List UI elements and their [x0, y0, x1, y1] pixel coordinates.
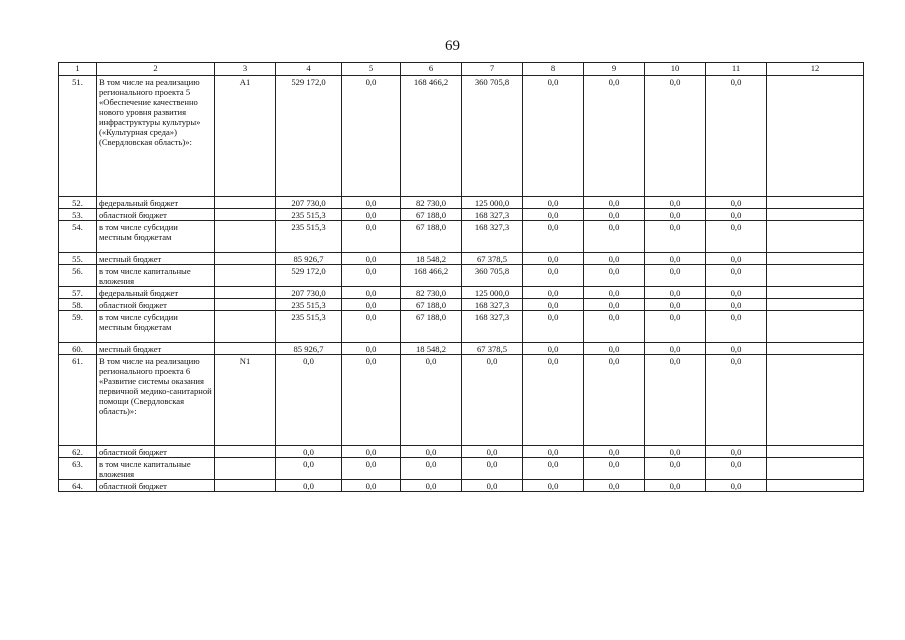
col8-value: 0,0: [523, 197, 584, 209]
col12-value: [767, 265, 864, 287]
col4-value: 0,0: [276, 458, 342, 480]
col11-value: 0,0: [706, 209, 767, 221]
col7-value: 0,0: [462, 480, 523, 492]
row-number: 54.: [59, 221, 97, 253]
col5-value: 0,0: [342, 355, 401, 446]
col4-value: 235 515,3: [276, 221, 342, 253]
col5-value: 0,0: [342, 197, 401, 209]
col8-value: 0,0: [523, 343, 584, 355]
col11-value: 0,0: [706, 221, 767, 253]
row-number: 57.: [59, 287, 97, 299]
col12-value: [767, 197, 864, 209]
column-header: 10: [645, 63, 706, 76]
table-row: [59, 287, 864, 299]
col10-value: 0,0: [645, 253, 706, 265]
col6-value: 67 188,0: [401, 299, 462, 311]
row-number: 58.: [59, 299, 97, 311]
row-number: 51.: [59, 76, 97, 197]
col6-value: 67 188,0: [401, 221, 462, 253]
column-header: 12: [767, 63, 864, 76]
col7-value: 360 705,8: [462, 265, 523, 287]
col9-value: 0,0: [584, 311, 645, 343]
row-description: областной бюджет: [97, 446, 215, 458]
col7-value: 168 327,3: [462, 221, 523, 253]
col10-value: 0,0: [645, 446, 706, 458]
col11-value: 0,0: [706, 311, 767, 343]
table-row: [59, 446, 864, 458]
row-number: 63.: [59, 458, 97, 480]
col8-value: 0,0: [523, 209, 584, 221]
col6-value: 82 730,0: [401, 197, 462, 209]
table-row: [59, 299, 864, 311]
col9-value: 0,0: [584, 287, 645, 299]
col5-value: 0,0: [342, 446, 401, 458]
col10-value: 0,0: [645, 311, 706, 343]
col8-value: 0,0: [523, 253, 584, 265]
row-code: [215, 287, 276, 299]
col9-value: 0,0: [584, 480, 645, 492]
column-header: 8: [523, 63, 584, 76]
col8-value: 0,0: [523, 446, 584, 458]
col10-value: 0,0: [645, 265, 706, 287]
col12-value: [767, 355, 864, 446]
col8-value: 0,0: [523, 311, 584, 343]
col7-value: 168 327,3: [462, 209, 523, 221]
col8-value: 0,0: [523, 299, 584, 311]
table-row: [59, 480, 864, 492]
col4-value: 85 926,7: [276, 343, 342, 355]
column-header: 2: [97, 63, 215, 76]
col4-value: 235 515,3: [276, 311, 342, 343]
col11-value: 0,0: [706, 458, 767, 480]
table-row: [59, 355, 864, 446]
table-row: [59, 311, 864, 343]
col4-value: 235 515,3: [276, 209, 342, 221]
col11-value: 0,0: [706, 355, 767, 446]
col11-value: 0,0: [706, 197, 767, 209]
column-header: 11: [706, 63, 767, 76]
col6-value: 67 188,0: [401, 311, 462, 343]
table-body: [59, 76, 864, 492]
row-code: [215, 221, 276, 253]
column-header: 3: [215, 63, 276, 76]
row-description: в том числе субсидии местным бюджетам: [97, 221, 215, 253]
col12-value: [767, 343, 864, 355]
col5-value: 0,0: [342, 253, 401, 265]
col5-value: 0,0: [342, 287, 401, 299]
row-description: В том числе на реализацию регионального проекта 5 «Обеспечение качественно нового уровня развития инфраструктуры культуры» («Культурная среда») (Свердловская область)»:: [97, 76, 215, 197]
table-row: [59, 197, 864, 209]
col6-value: 0,0: [401, 355, 462, 446]
col12-value: [767, 480, 864, 492]
col8-value: 0,0: [523, 287, 584, 299]
col6-value: 168 466,2: [401, 76, 462, 197]
row-description: в том числе капитальные вложения: [97, 458, 215, 480]
row-number: 53.: [59, 209, 97, 221]
row-number: 52.: [59, 197, 97, 209]
col6-value: 18 548,2: [401, 253, 462, 265]
col10-value: 0,0: [645, 76, 706, 197]
table-row: [59, 253, 864, 265]
col12-value: [767, 299, 864, 311]
col10-value: 0,0: [645, 221, 706, 253]
col8-value: 0,0: [523, 265, 584, 287]
col9-value: 0,0: [584, 221, 645, 253]
col11-value: 0,0: [706, 299, 767, 311]
table-row: [59, 458, 864, 480]
col4-value: 0,0: [276, 355, 342, 446]
col10-value: 0,0: [645, 299, 706, 311]
table-row: [59, 209, 864, 221]
col11-value: 0,0: [706, 446, 767, 458]
col4-value: 0,0: [276, 446, 342, 458]
col7-value: 125 000,0: [462, 287, 523, 299]
row-code: [215, 253, 276, 265]
row-number: 64.: [59, 480, 97, 492]
row-description: местный бюджет: [97, 253, 215, 265]
col11-value: 0,0: [706, 76, 767, 197]
row-code: [215, 343, 276, 355]
row-number: 59.: [59, 311, 97, 343]
col6-value: 0,0: [401, 480, 462, 492]
col10-value: 0,0: [645, 355, 706, 446]
col5-value: 0,0: [342, 265, 401, 287]
col5-value: 0,0: [342, 311, 401, 343]
col5-value: 0,0: [342, 480, 401, 492]
col6-value: 0,0: [401, 446, 462, 458]
header-row: [59, 63, 864, 76]
row-code: [215, 265, 276, 287]
col5-value: 0,0: [342, 221, 401, 253]
col7-value: 125 000,0: [462, 197, 523, 209]
col5-value: 0,0: [342, 458, 401, 480]
table-row: [59, 265, 864, 287]
col10-value: 0,0: [645, 287, 706, 299]
col8-value: 0,0: [523, 480, 584, 492]
col6-value: 82 730,0: [401, 287, 462, 299]
col11-value: 0,0: [706, 253, 767, 265]
column-header: 4: [276, 63, 342, 76]
col6-value: 18 548,2: [401, 343, 462, 355]
col8-value: 0,0: [523, 221, 584, 253]
col12-value: [767, 287, 864, 299]
row-code: [215, 458, 276, 480]
col9-value: 0,0: [584, 446, 645, 458]
budget-table: [58, 62, 864, 492]
col12-value: [767, 311, 864, 343]
column-header: 7: [462, 63, 523, 76]
col9-value: 0,0: [584, 265, 645, 287]
row-code: A1: [215, 76, 276, 197]
table-row: [59, 343, 864, 355]
col10-value: 0,0: [645, 209, 706, 221]
col4-value: 235 515,3: [276, 299, 342, 311]
col9-value: 0,0: [584, 299, 645, 311]
col11-value: 0,0: [706, 343, 767, 355]
col4-value: 0,0: [276, 480, 342, 492]
col7-value: 360 705,8: [462, 76, 523, 197]
col10-value: 0,0: [645, 197, 706, 209]
col9-value: 0,0: [584, 458, 645, 480]
col7-value: 168 327,3: [462, 311, 523, 343]
col9-value: 0,0: [584, 343, 645, 355]
col5-value: 0,0: [342, 343, 401, 355]
table-row: [59, 76, 864, 197]
col9-value: 0,0: [584, 197, 645, 209]
row-code: [215, 197, 276, 209]
col7-value: 0,0: [462, 355, 523, 446]
col11-value: 0,0: [706, 480, 767, 492]
row-description: областной бюджет: [97, 480, 215, 492]
row-number: 55.: [59, 253, 97, 265]
row-code: [215, 299, 276, 311]
col9-value: 0,0: [584, 209, 645, 221]
row-description: в том числе субсидии местным бюджетам: [97, 311, 215, 343]
col6-value: 0,0: [401, 458, 462, 480]
col7-value: 67 378,5: [462, 253, 523, 265]
col8-value: 0,0: [523, 458, 584, 480]
row-code: N1: [215, 355, 276, 446]
col9-value: 0,0: [584, 76, 645, 197]
col12-value: [767, 209, 864, 221]
col8-value: 0,0: [523, 355, 584, 446]
page-number: 69: [445, 38, 460, 54]
row-description: В том числе на реализацию регионального проекта 6 «Развитие системы оказания первичной медико-санитарной помощи (Свердловская область)»:: [97, 355, 215, 446]
col7-value: 0,0: [462, 458, 523, 480]
row-number: 60.: [59, 343, 97, 355]
col4-value: 207 730,0: [276, 197, 342, 209]
column-header: 6: [401, 63, 462, 76]
col4-value: 85 926,7: [276, 253, 342, 265]
column-header: 5: [342, 63, 401, 76]
col5-value: 0,0: [342, 299, 401, 311]
col11-value: 0,0: [706, 287, 767, 299]
col7-value: 0,0: [462, 446, 523, 458]
col5-value: 0,0: [342, 76, 401, 197]
row-code: [215, 480, 276, 492]
row-number: 62.: [59, 446, 97, 458]
row-code: [215, 209, 276, 221]
col7-value: 67 378,5: [462, 343, 523, 355]
col4-value: 529 172,0: [276, 76, 342, 197]
row-description: федеральный бюджет: [97, 287, 215, 299]
col9-value: 0,0: [584, 253, 645, 265]
col10-value: 0,0: [645, 480, 706, 492]
row-description: местный бюджет: [97, 343, 215, 355]
row-description: в том числе капитальные вложения: [97, 265, 215, 287]
col8-value: 0,0: [523, 76, 584, 197]
col12-value: [767, 253, 864, 265]
col10-value: 0,0: [645, 458, 706, 480]
row-number: 56.: [59, 265, 97, 287]
row-description: областной бюджет: [97, 209, 215, 221]
row-description: федеральный бюджет: [97, 197, 215, 209]
col4-value: 207 730,0: [276, 287, 342, 299]
col10-value: 0,0: [645, 343, 706, 355]
col12-value: [767, 221, 864, 253]
row-number: 61.: [59, 355, 97, 446]
col12-value: [767, 458, 864, 480]
col5-value: 0,0: [342, 209, 401, 221]
col11-value: 0,0: [706, 265, 767, 287]
col4-value: 529 172,0: [276, 265, 342, 287]
col12-value: [767, 76, 864, 197]
col6-value: 168 466,2: [401, 265, 462, 287]
column-header: 1: [59, 63, 97, 76]
col7-value: 168 327,3: [462, 299, 523, 311]
row-code: [215, 446, 276, 458]
table-row: [59, 221, 864, 253]
row-description: областной бюджет: [97, 299, 215, 311]
column-header: 9: [584, 63, 645, 76]
col6-value: 67 188,0: [401, 209, 462, 221]
row-code: [215, 311, 276, 343]
col12-value: [767, 446, 864, 458]
col9-value: 0,0: [584, 355, 645, 446]
